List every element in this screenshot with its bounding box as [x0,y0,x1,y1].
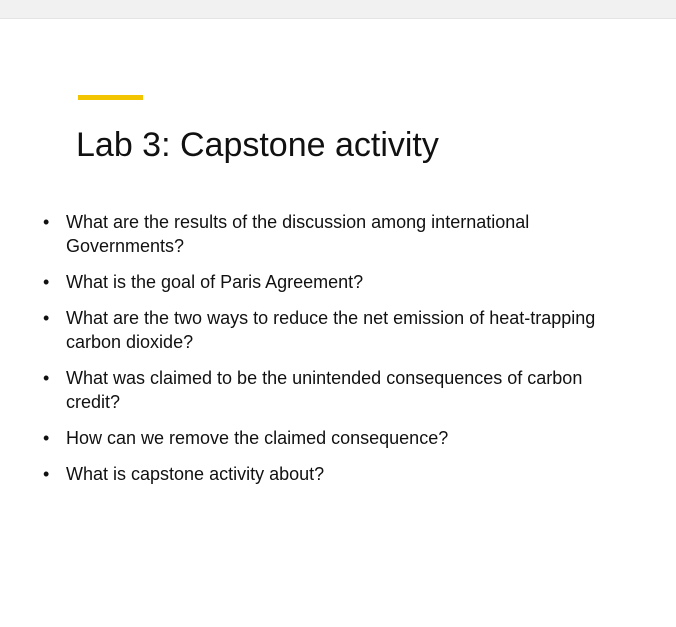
bullet-dot-icon: • [43,272,50,292]
bullet-dot-icon: • [43,212,50,232]
bullet-text: What is capstone activity about? [66,464,325,484]
bullet-text: What is the goal of Paris Agreement? [66,272,364,292]
bullet-dot-icon: • [43,368,50,388]
bullet-text: What are the results of the discussion among international Governments? [66,212,530,256]
bullet-dot-icon: • [43,428,50,448]
bullet-text: What are the two ways to reduce the net emission of heat-trapping carbon dioxide? [66,308,596,352]
bullet-item-1 [40,210,620,258]
title-accent-bar [78,95,143,100]
bullet-item-5 [40,426,620,450]
bullet-item-4 [40,366,620,414]
bullet-item-2 [40,270,620,294]
window-top-band [0,0,676,19]
bullet-text: What was claimed to be the unintended consequences of carbon credit? [66,368,583,412]
slide-title: Lab 3: Capstone activity [76,126,439,164]
slide-canvas [0,19,676,627]
bullet-item-6 [40,462,620,486]
bullet-dot-icon: • [43,464,50,484]
bullet-list [40,210,620,498]
bullet-text: How can we remove the claimed consequence? [66,428,449,448]
bullet-item-3 [40,306,620,354]
bullet-dot-icon: • [43,308,50,328]
